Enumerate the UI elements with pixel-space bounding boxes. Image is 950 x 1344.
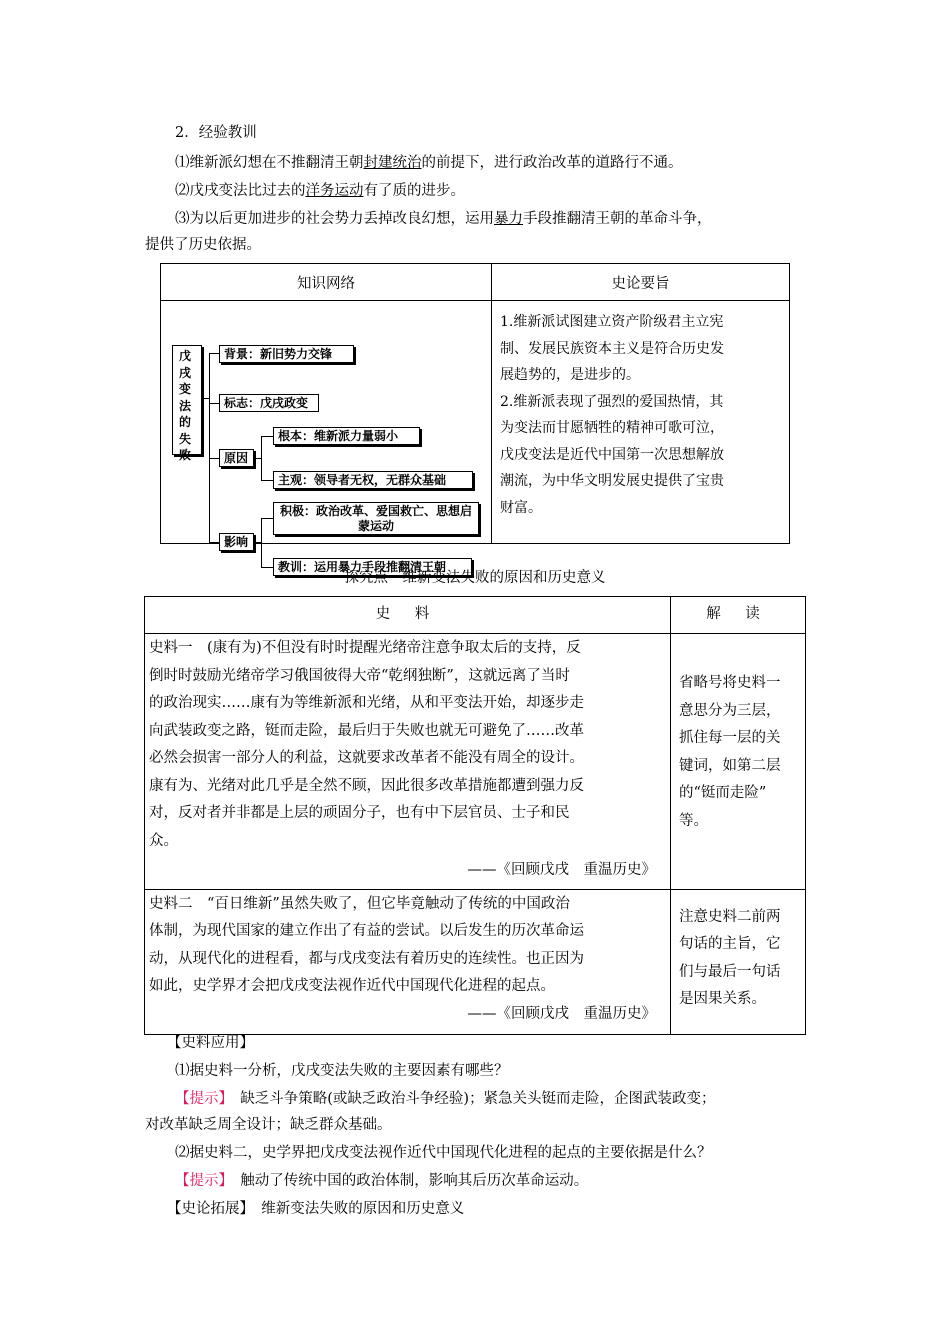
sources-table [144, 596, 806, 1035]
point-line: 2.维新派表现了强烈的爱国热情，其 [500, 393, 724, 410]
lesson-node: 教训：运用暴力手段推翻清王朝 [273, 558, 472, 576]
interp-line: 的“铤而走险” [679, 785, 767, 801]
source-line: 体制，为现代国家的建立作出了有益的尝试。以后发生的历次革命运 [149, 923, 584, 939]
source-line: 史料一 (康有为)不但没有时时提醒光绪帝注意争取太后的支持，反 [149, 640, 581, 656]
source-1 [145, 634, 671, 890]
source-2 [145, 889, 671, 1035]
hint-label: 【提示】 [175, 1091, 226, 1107]
interp-line: 等。 [679, 812, 708, 829]
source-line: 倒时时鼓励光绪帝学习俄国彼得大帝“乾纲独断”，这就远离了当时 [149, 667, 570, 684]
source-line: 向武装政变之路，铤而走险，最后归于失败也就无可避免了……改革 [149, 722, 584, 739]
root-cause-node: 根本：维新派力量弱小 [273, 427, 420, 445]
sources-header: 史 料 [145, 597, 671, 634]
interpretation-header: 解 读 [671, 597, 806, 634]
impact-node: 影响 [219, 533, 254, 551]
cause-node: 原因 [219, 449, 254, 467]
point-line: 潮流，为中华文明发展史提供了宝贵 [500, 473, 724, 489]
point-line: 戊戌变法是近代中国第一次思想解放 [500, 446, 724, 463]
lesson-1: ⑴维新派幻想在不推翻清王朝封建统治的前提下，进行政治改革的道路行不通。 [175, 155, 683, 171]
interpretation-2 [671, 889, 806, 1035]
source-line: 对，反对者并非都是上层的顽固分子，也有中下层官员、士子和民 [149, 805, 570, 821]
positive-impact-node: 积极：政治改革、爱国救亡、思想启蒙运动 [273, 502, 479, 535]
lesson-3-cont: 提供了历史依据。 [145, 237, 261, 253]
point-line: 1.维新派试图建立资产阶级君主立宪 [500, 314, 724, 330]
source-line: 动，从现代化的进程看，都与戊戌变法有着历史的连续性。也正因为 [149, 950, 584, 967]
extension: 【史论拓展】 维新变法失败的原因和历史意义 [167, 1201, 465, 1217]
question-2: ⑵据史料二，史学界把戊戌变法视作近代中国现代化进程的起点的主要依据是什么？ [175, 1145, 712, 1161]
point-line: 展趋势的，是进步的。 [500, 367, 640, 383]
knowledge-diagram-cell [161, 301, 492, 574]
source-1-citation: ——《回顾戊戌 重温历史》 [467, 862, 656, 878]
source-2-citation: ——《回顾戊戌 重温历史》 [467, 1005, 656, 1022]
interp-line: 省略号将史料一 [679, 675, 781, 691]
source-line: 史料二 “百日维新”虽然失败了，但它毕竟触动了传统的中国政治 [149, 895, 570, 912]
explore-title: 探究点 维新变法失败的原因和历史意义 [344, 570, 606, 586]
key-points-header: 史论要旨 [492, 264, 790, 301]
subjective-cause-node: 主观：领导者无权，无群众基础 [273, 471, 473, 489]
interp-line: 是因果关系。 [679, 991, 766, 1007]
source-line: 如此，史学界才会把戊戌变法视作近代中国现代化进程的起点。 [149, 978, 555, 994]
application-label: 【史料应用】 [167, 1035, 254, 1051]
interp-line: 们与最后一句话 [679, 963, 781, 980]
interp-line: 键词，如第二层 [679, 757, 781, 774]
knowledge-table [160, 263, 790, 574]
source-line: 众。 [149, 832, 178, 849]
interp-line: 抓住每一层的关 [679, 730, 781, 746]
sign-node: 标志：戊戌政变 [219, 394, 319, 412]
answer-2: 【提示】 触动了传统中国的政治体制，影响其后历次革命运动。 [175, 1173, 589, 1189]
answer-1-cont: 对改革缺乏周全设计；缺乏群众基础。 [145, 1117, 392, 1133]
section-heading: 2．经验教训 [175, 125, 257, 141]
point-line: 制、发展民族资本主义是符合历史发 [500, 340, 724, 357]
point-line: 财富。 [500, 499, 542, 516]
source-line: 必然会损害一部分人的利益，这就要求改革者不能没有周全的设计。 [149, 750, 584, 766]
knowledge-network-header: 知识网络 [161, 264, 492, 301]
key-points [492, 301, 790, 544]
source-line: 的政治现实……康有为等维新派和光绪，从和平变法开始，却逐步走 [149, 695, 584, 711]
lesson-3: ⑶为以后更加进步的社会势力丢掉改良幻想，运用暴力手段推翻清王朝的革命斗争， [175, 211, 712, 227]
hint-label: 【提示】 [175, 1173, 226, 1189]
background-node: 背景：新旧势力交锋 [219, 345, 354, 363]
interpretation-1 [671, 634, 806, 890]
root-node: 戊戌变法的失败 [172, 345, 202, 455]
interp-line: 句话的主旨，它 [679, 936, 781, 952]
interp-line: 意思分为三层， [679, 702, 781, 719]
answer-1: 【提示】 缺乏斗争策略(或缺乏政治斗争经验)；紧急关头铤而走险，企图武装政变； [175, 1091, 716, 1107]
point-line: 为变法而甘愿牺牲的精神可歌可泣， [500, 420, 724, 436]
knowledge-diagram [162, 302, 490, 574]
lesson-2: ⑵戊戌变法比过去的洋务运动有了质的进步。 [175, 183, 465, 199]
question-1: ⑴据史料一分析，戊戌变法失败的主要因素有哪些？ [175, 1063, 509, 1079]
interp-line: 注意史料二前两 [679, 908, 781, 925]
source-line: 康有为、光绪对此几乎是全然不顾，因此很多改革措施都遭到强力反 [149, 777, 584, 794]
